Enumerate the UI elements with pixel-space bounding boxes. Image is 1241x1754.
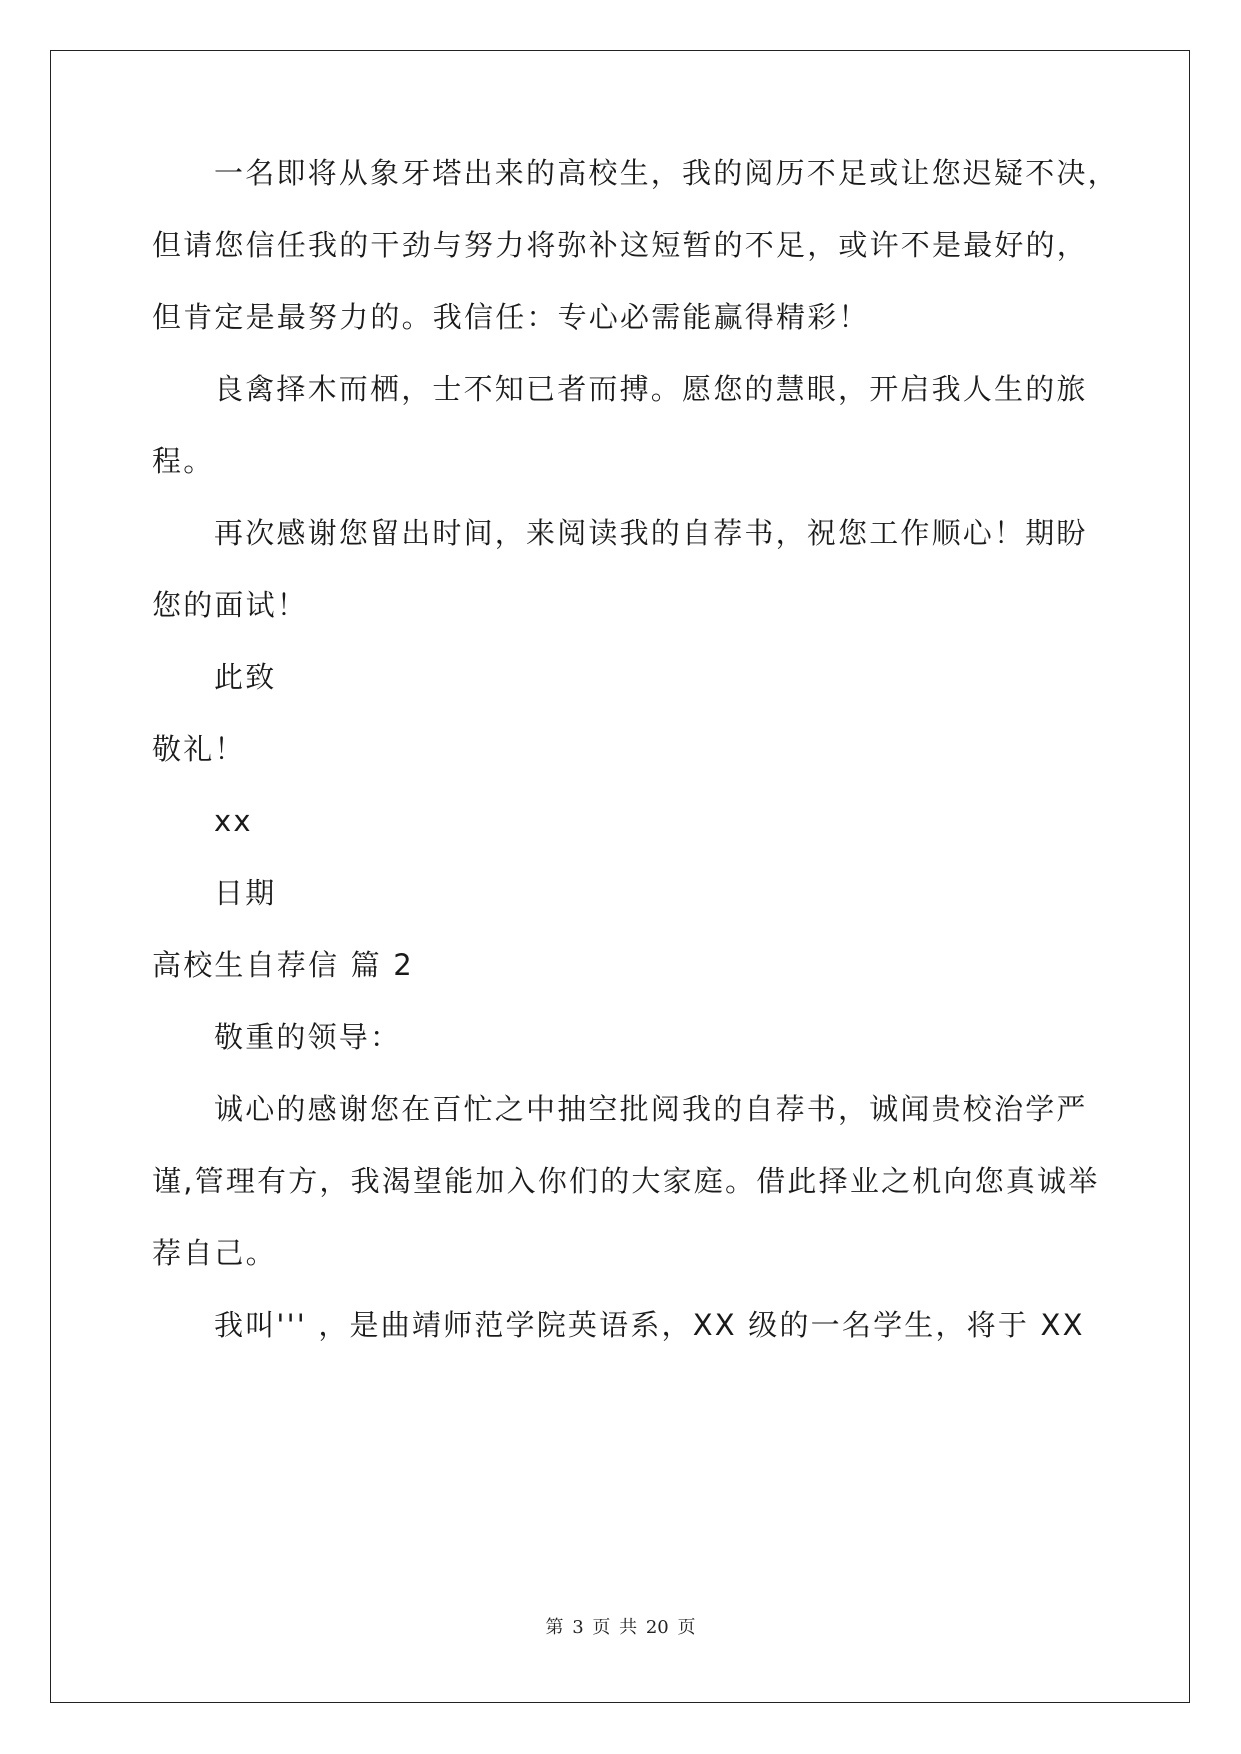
closing-salutation: 此致	[214, 660, 277, 694]
paragraph-line: 我叫''' ，是曲靖师范学院英语系，XX 级的一名学生，将于 XX	[214, 1308, 1085, 1342]
paragraph-line: 程。	[152, 444, 215, 478]
paragraph-line: 您的面试！	[152, 588, 309, 622]
paragraph-line: 再次感谢您留出时间，来阅读我的自荐书，祝您工作顺心！期盼	[214, 516, 1088, 550]
paragraph-line: 良禽择木而栖，士不知已者而搏。愿您的慧眼，开启我人生的旅	[214, 372, 1088, 406]
paragraph-line: 但肯定是最努力的。我信任：专心必需能赢得精彩！	[152, 300, 870, 334]
paragraph-line: 荐自己。	[152, 1236, 277, 1270]
closing-regards: 敬礼！	[152, 732, 246, 766]
section-heading: 高校生自荐信 篇 2	[152, 948, 414, 982]
greeting: 敬重的领导：	[214, 1020, 402, 1054]
paragraph-line: 谨,管理有方，我渴望能加入你们的大家庭。借此择业之机向您真诚举	[152, 1164, 1100, 1198]
paragraph-line: 一名即将从象牙塔出来的高校生，我的阅历不足或让您迟疑不决，	[214, 156, 1119, 190]
signature-name: xx	[214, 804, 253, 838]
signature-date: 日期	[214, 876, 277, 910]
paragraph-line: 诚心的感谢您在百忙之中抽空批阅我的自荐书，诚闻贵校治学严	[214, 1092, 1088, 1126]
paragraph-line: 但请您信任我的干劲与努力将弥补这短暂的不足，或许不是最好的，	[152, 228, 1089, 262]
page-number-footer: 第 3 页 共 20 页	[545, 1617, 696, 1638]
